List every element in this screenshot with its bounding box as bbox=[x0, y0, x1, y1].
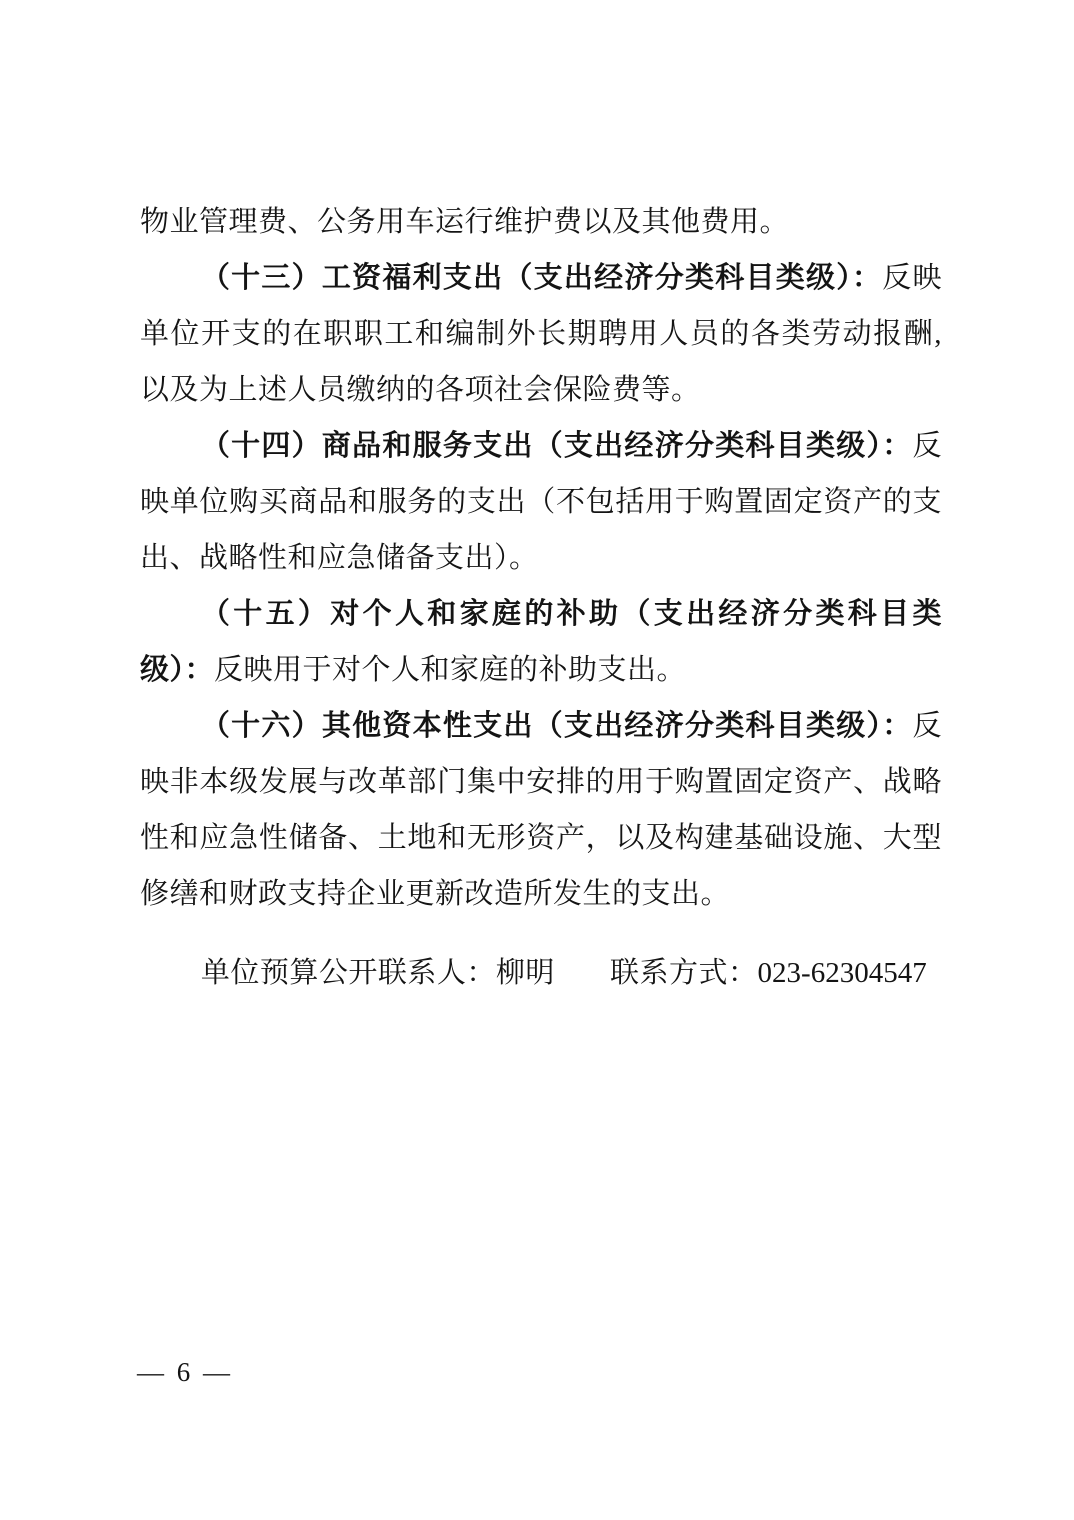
page-number-label: — 6 — bbox=[137, 1357, 233, 1387]
item-15-heading: （十五）对个人和家庭的补助（支出经济分类科目类级）： bbox=[140, 598, 942, 686]
contact-line bbox=[140, 945, 942, 1001]
item-16-body: 反映非本级发展与改革部门集中安排的用于购置固定资产、战略性和应急性储备、土地和无形资产，以及构建基础设施、大型修缮和财政支持企业更新改造所发生的支出。 bbox=[140, 710, 942, 910]
contact-phone-number: 023-62304547 bbox=[757, 957, 927, 989]
contact-person-name: 柳明 bbox=[495, 957, 555, 989]
item-14-heading: （十四）商品和服务支出（支出经济分类科目类级）： bbox=[200, 430, 913, 462]
paragraph-item-14 bbox=[140, 418, 942, 586]
item-16-heading: （十六）其他资本性支出（支出经济分类科目类级）： bbox=[200, 710, 913, 742]
paragraph-item-16 bbox=[140, 698, 942, 922]
paragraph-continuation bbox=[140, 194, 942, 250]
paragraph-text: 物业管理费、公务用车运行维护费以及其他费用。 bbox=[140, 206, 790, 238]
page-number bbox=[137, 1346, 233, 1398]
paragraph-item-15 bbox=[140, 586, 942, 698]
document-content bbox=[140, 194, 942, 1001]
item-13-body: 反映单位开支的在职职工和编制外长期聘用人员的各类劳动报酬,以及为上述人员缴纳的各项社会保险费等。 bbox=[140, 262, 942, 406]
contact-method-label: 联系方式： bbox=[610, 957, 758, 989]
item-14-body: 反映单位购买商品和服务的支出（不包括用于购置固定资产的支出、战略性和应急储备支出）。 bbox=[140, 430, 942, 574]
contact-person-label: 单位预算公开联系人： bbox=[200, 957, 496, 989]
item-13-heading: （十三）工资福利支出（支出经济分类科目类级）： bbox=[200, 262, 883, 294]
paragraph-item-13 bbox=[140, 250, 942, 418]
item-15-body: 反映用于对个人和家庭的补助支出。 bbox=[214, 654, 687, 686]
